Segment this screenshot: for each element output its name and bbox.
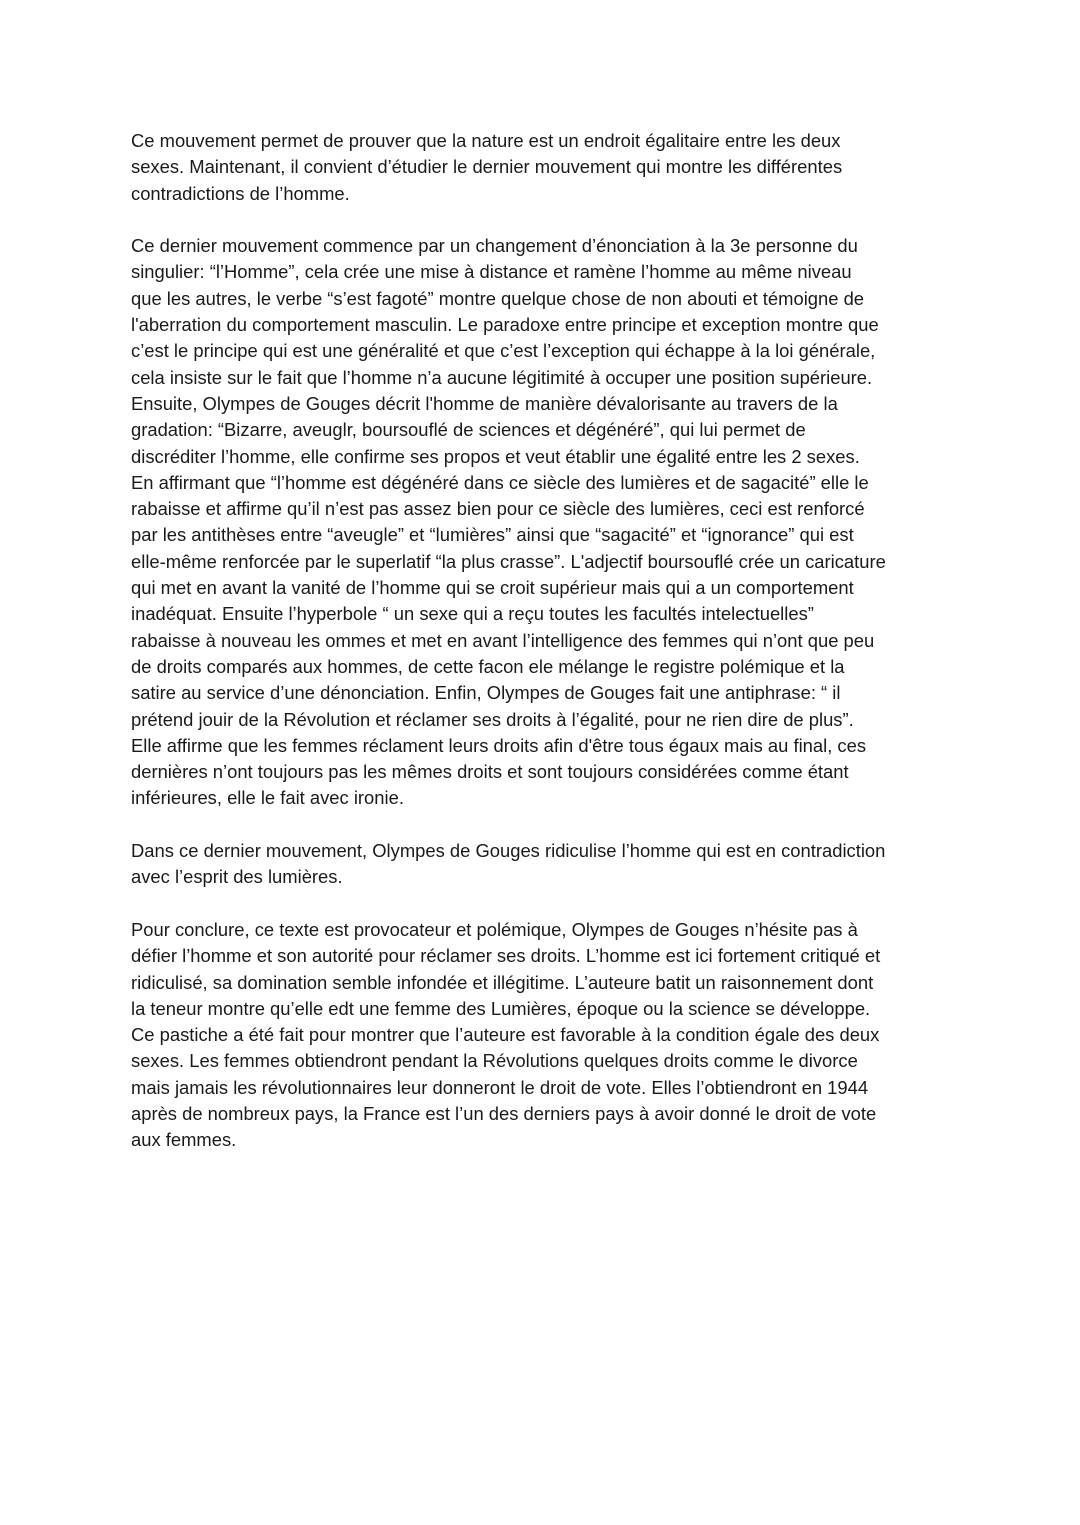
document-page [131,128,961,1180]
paragraph-transition: Ce mouvement permet de prouver que la nature est un endroit égalitaire entre les deux sexes. Maintenant, il convient d’étudier le dernier mouvement qui montre les différentes contradictions de l’homme. [131,130,843,204]
paragraph-conclusion: Pour conclure, ce texte est provocateur et polémique, Olympes de Gouges n’hésite pas à défier l’homme et son autorité pour réclamer ses droits. L’homme est ici fortement critiqué et ridiculisé, sa domination semble infondée et illégitime. L’auteure batit un raisonnement dont la teneur montre qu’elle edt une femme des Lumières, époque ou la science se développe. Ce pastiche a été fait pour montrer que l’auteure est favorable à la condition égale des deux sexes. Les femmes obtiendront pendant la Révolutions quelques droits comme le divorce mais jamais les révolutionnaires leur donneront le droit de vote. Elles l’obtiendront en 1944 après de nombreux pays, la France est l’un des derniers pays à avoir donné le droit de vote aux femmes. [131,918,881,1151]
paragraph-analysis: Ce dernier mouvement commence par un changement d’énonciation à la 3e personne du singulier: “l’Homme”, cela crée une mise à distance et ramène l’homme au même niveau que les autres, le verbe “s’est fagoté” montre quelque chose de non abouti et témoigne de l'aberration du comportement masculin. Le paradoxe entre principe et exception montre que c’est le principe qui est une généralité et que c’est l’exception qui échappe à la loi générale, cela insiste sur le fait que l’homme n’a aucune légitimité à occuper une position supérieure. Ensuite, Olympes de Gouges décrit l'homme de manière dévalorisante au travers de la gradation: “Bizarre, aveuglr, boursouflé de sciences et dégénéré”, qui lui permet de discréditer l’homme, elle confirme ses propos et veut établir une égalité entre les 2 sexes. En affirmant que “l’homme est dégénéré dans ce siècle des lumières et de sagacité” elle le rabaisse et affirme qu’il n’est pas assez bien pour ce siècle des lumières, ceci est renforcé par les antithèses entre “aveugle” et “lumières” ainsi que “sagacité” et “ignorance” qui est elle-même renforcée par le superlatif “la plus crasse”. L'adjectif boursouflé crée un caricature qui met en avant la vanité de l’homme qui se croit supérieur mais qui a un comportement inadéquat. Ensuite l’hyperbole “ un sexe qui a reçu toutes les facultés intelectuelles” rabaisse à nouveau les ommes et met en avant l’intelligence des femmes qui n’ont que peu de droits comparés aux hommes, de cette facon ele mélange le registre polémique et la satire au service d’une dénonciation. Enfin, Olympes de Gouges fait une antiphrase: “ il prétend jouir de la Révolution et réclamer ses droits à l’égalité, pour ne rien dire de plus”. Elle affirme que les femmes réclament leurs droits afin d'être tous égaux mais au final, ces dernières n’ont toujours pas les mêmes droits et sont toujours considérées comme étant inférieures, elle le fait avec ironie. [131,235,886,809]
paragraph-partial-conclusion: Dans ce dernier mouvement, Olympes de Gouges ridiculise l’homme qui est en contradiction avec l’esprit des lumières. [131,840,886,888]
